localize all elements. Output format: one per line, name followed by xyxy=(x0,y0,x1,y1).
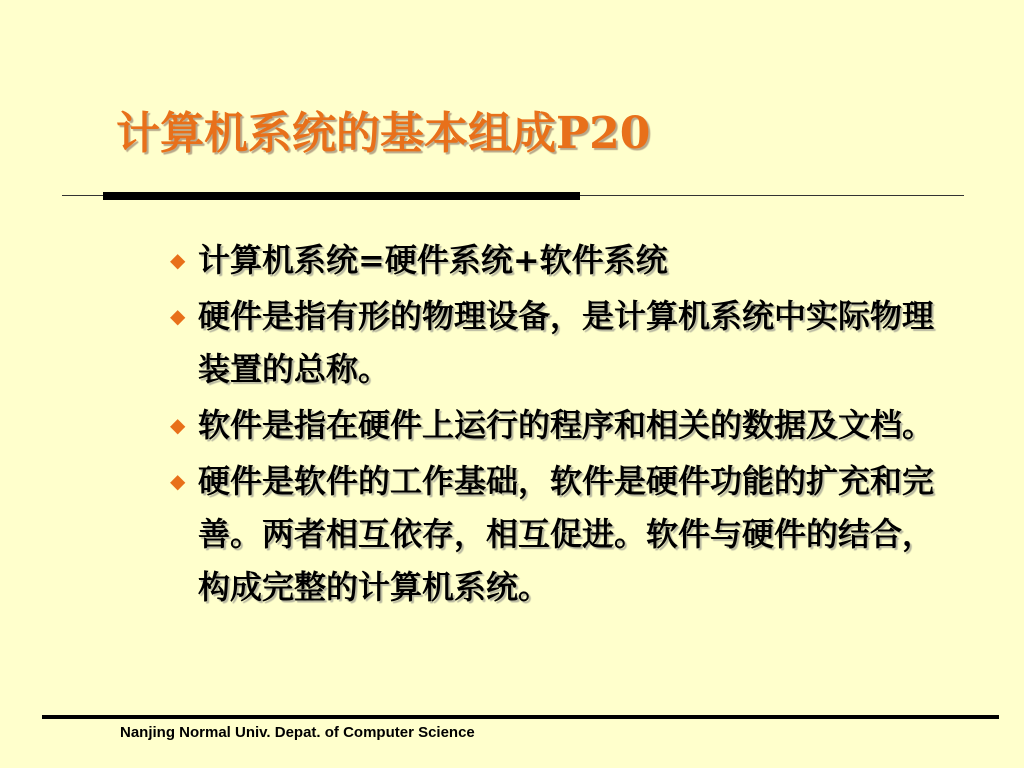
diamond-bullet-icon: ◆ xyxy=(170,304,186,328)
diamond-bullet-icon: ◆ xyxy=(170,469,186,493)
diamond-bullet-icon: ◆ xyxy=(170,413,186,437)
bullet-item xyxy=(170,234,948,287)
footer-text: Nanjing Normal Univ. Depat. of Computer Science xyxy=(120,724,475,741)
title-divider-thick xyxy=(103,192,580,200)
bullet-item xyxy=(170,290,948,396)
bullet-text: 计算机系统=硬件系统+软件系统 xyxy=(198,241,668,279)
bullet-text: 软件是指在硬件上运行的程序和相关的数据及文档。 xyxy=(198,406,935,444)
bullet-text: 硬件是软件的工作基础，软件是硬件功能的扩充和完善。两者相互依存，相互促进。软件与硬件的结合，构成完整的计算机系统。 xyxy=(198,462,935,606)
footer-divider xyxy=(42,715,999,719)
bullet-list xyxy=(170,234,970,617)
bullet-item xyxy=(170,399,948,452)
slide-title: 计算机系统的基本组成P20 xyxy=(116,108,651,159)
bullet-item xyxy=(170,455,948,614)
bullet-text: 硬件是指有形的物理设备，是计算机系统中实际物理装置的总称。 xyxy=(198,297,935,388)
diamond-bullet-icon: ◆ xyxy=(170,248,186,272)
